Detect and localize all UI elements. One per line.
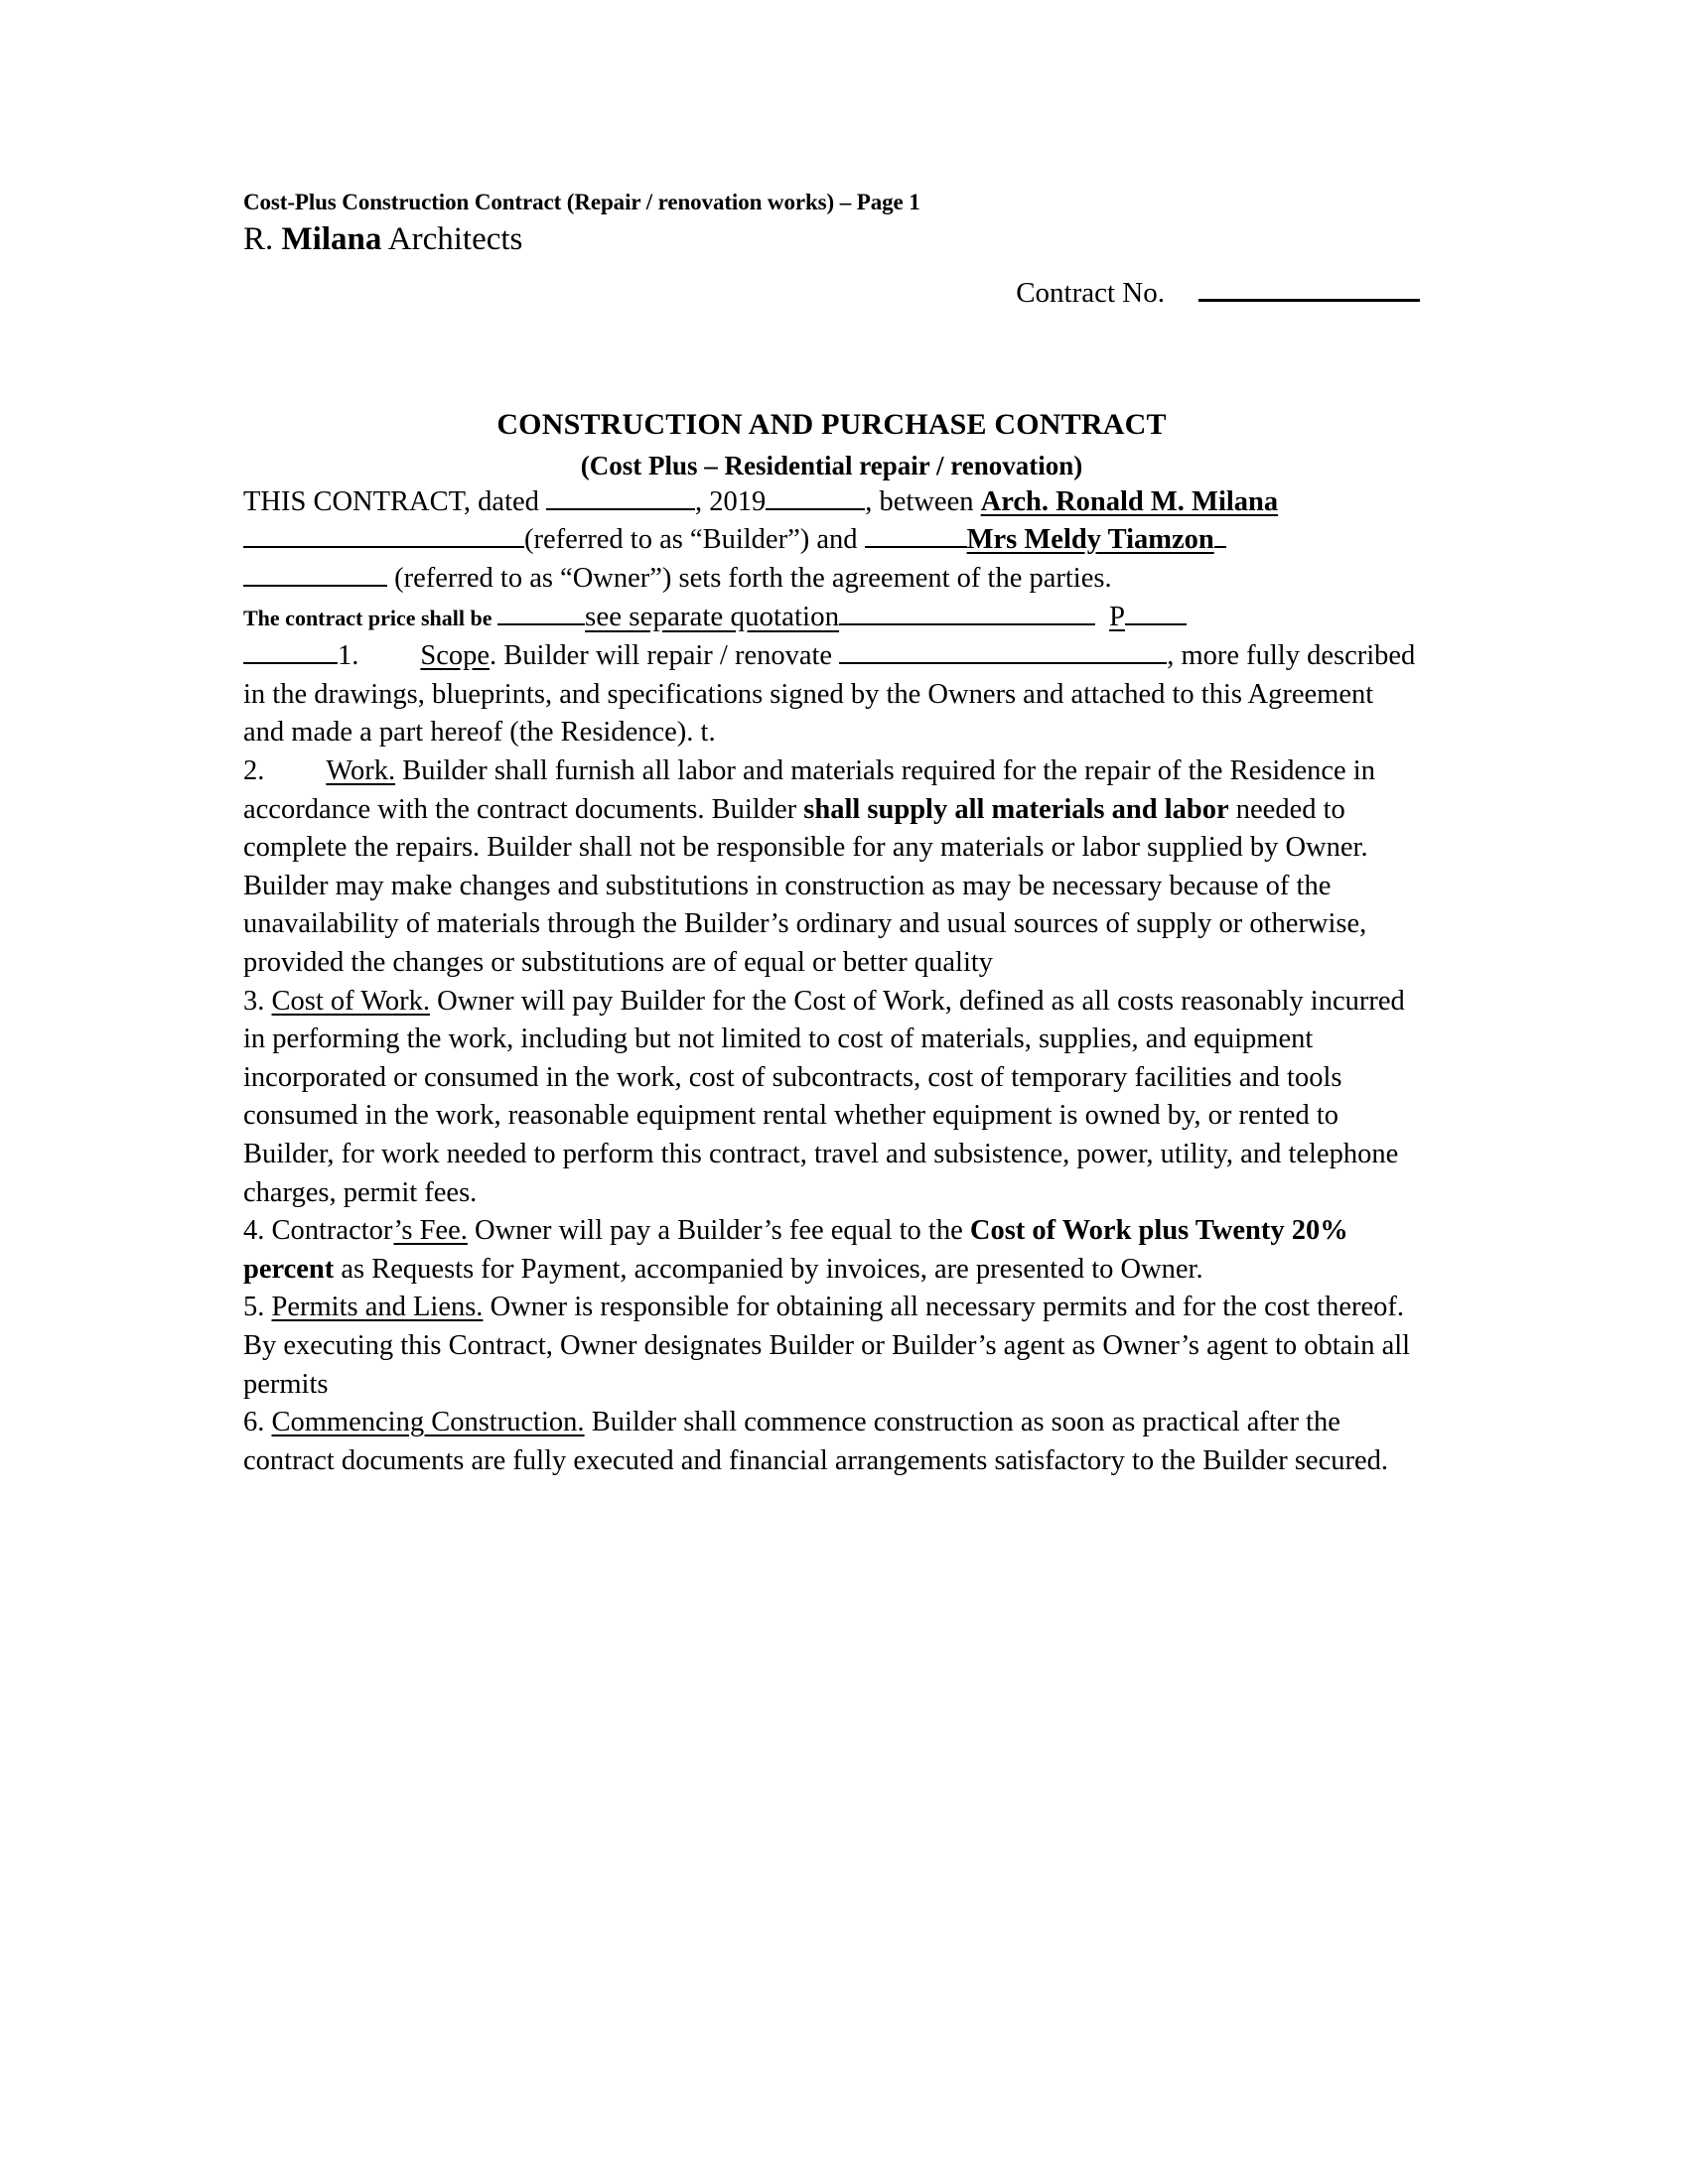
clause-6-text-a: Builder shall commence construction as soon as practical after the contract documents are fully executed and financial arrangements satisfactory to the Builder secured. <box>243 1407 1388 1476</box>
clause-4-text-a: Owner will pay a Builder’s fee equal to the <box>467 1215 970 1247</box>
firm-prefix: R. <box>243 221 282 258</box>
firm-suffix: Architects <box>381 221 523 258</box>
clause-4-heading-underlined: ’s Fee. <box>393 1215 468 1247</box>
clause-2-heading: Work. <box>326 754 396 786</box>
owner-blank-field-c[interactable] <box>243 565 387 587</box>
clause-1-blank-field[interactable] <box>839 642 1167 664</box>
contract-no-row <box>243 276 1420 311</box>
clause-6-heading: Commencing Construction. <box>271 1407 585 1438</box>
clause-3-paragraph <box>243 983 1420 1213</box>
clause-4-heading-plain: Contractor <box>271 1215 394 1247</box>
builder-blank-field[interactable] <box>243 526 524 548</box>
clause-4-text-b: as Requests for Payment, accompanied by invoices, are presented to Owner. <box>334 1253 1203 1285</box>
owner-blank-field-a[interactable] <box>865 526 967 548</box>
clause-2-number: 2. <box>243 754 265 786</box>
clause-3-text-a: Owner will pay Builder for the Cost of Work, defined as all costs reasonably incurred in performing the work, including but not limited to cost of materials, supplies, and equipment incorporated or consumed in the work, cost of subcontracts, cost of temporary facilities and tools consumed in the work, reasonable equipment rental whether equipment is owned by, or rented to Builder, for work needed to perform this contract, travel and subsistence, power, utility, and telephone charges, permit fees. <box>243 985 1405 1208</box>
page-title: CONSTRUCTION AND PURCHASE CONTRACT <box>496 408 1167 442</box>
price-blank-a[interactable] <box>497 604 585 625</box>
intro-text-5: (referred to as “Owner”) sets forth the agreement of the parties. <box>387 562 1112 594</box>
intro-text-4: (referred to as “Builder”) and <box>524 524 865 556</box>
price-amount-field[interactable] <box>1125 604 1187 625</box>
clause-5-heading: Permits and Liens. <box>271 1292 484 1323</box>
firm-name <box>243 219 1420 260</box>
clause-1-number: 1. <box>338 640 359 672</box>
contract-no-label: Contract No. <box>1016 277 1165 310</box>
owner-name: Mrs Meldy Tiamzon <box>966 524 1214 556</box>
owner-blank-field-b[interactable] <box>1214 526 1226 548</box>
contract-price-label: The contract price shall be <box>243 606 498 631</box>
intro-text-1: THIS CONTRACT, dated <box>243 485 547 517</box>
year-blank-field[interactable] <box>766 488 865 510</box>
clause-5-paragraph <box>243 1289 1420 1404</box>
clause-4-number: 4. <box>243 1215 272 1247</box>
clause-1-text-b: , more fully described in the drawings, blueprints, and specifications signed by the Owners and attached to this Agreement and made a part hereof (the Residence). t. <box>243 640 1416 749</box>
document-content <box>243 189 1420 1481</box>
title-block <box>243 406 1420 482</box>
clause-2-bold-a: shall supply all materials and labor <box>803 793 1229 825</box>
clause-1-leading-blank[interactable] <box>243 642 338 664</box>
clause-1-heading-trail: . <box>490 640 497 672</box>
clause-6-paragraph <box>243 1404 1420 1480</box>
price-blank-c[interactable] <box>847 604 1095 625</box>
date-blank-field[interactable] <box>546 488 695 510</box>
clause-5-text-a: Owner is responsible for obtaining all necessary permits and for the cost thereof. By executing this Contract, Owner designates Builder or Builder’s agent as Owner’s agent to obtain all permits <box>243 1292 1411 1400</box>
price-blank-b[interactable] <box>839 604 847 625</box>
firm-brand: Milana <box>281 221 382 258</box>
builder-name: Arch. Ronald M. Milana <box>980 485 1279 517</box>
contract-price-value[interactable]: see separate quotation <box>585 601 840 633</box>
clause-2-text-b: needed to complete the repairs. Builder shall not be responsible for any materials or labor supplied by Owner. Builder may make changes and substitutions in construction as may be necessary because of the unavailability of materials through the Builder’s ordinary and usual sources of supply or otherwise, provided the changes or substitutions are of equal or better quality <box>243 793 1368 978</box>
clause-6-number: 6. <box>243 1407 272 1438</box>
clause-3-number: 3. <box>243 985 272 1017</box>
clause-1-paragraph <box>243 637 1420 752</box>
clause-4-bold-a: Cost of Work plus Twenty 20% percent <box>243 1215 1348 1285</box>
intro-text-3: , between <box>865 485 981 517</box>
page-subtitle: (Cost Plus – Residential repair / renovation) <box>580 450 1083 480</box>
intro-paragraph <box>243 483 1420 599</box>
clause-1-heading: Scope <box>420 640 491 672</box>
clause-2-paragraph <box>243 752 1420 983</box>
intro-text-2: , 2019 <box>695 485 767 517</box>
clause-1-text-a: Builder will repair / renovate <box>496 640 840 672</box>
currency-symbol: P <box>1109 602 1125 633</box>
contract-price-paragraph <box>243 598 1420 637</box>
clause-2-text-a: Builder shall furnish all labor and materials required for the repair of the Residence in accordance with the contract documents. Builder <box>243 754 1375 825</box>
clause-5-number: 5. <box>243 1292 272 1323</box>
clause-4-paragraph <box>243 1212 1420 1289</box>
clause-3-heading: Cost of Work. <box>271 985 430 1017</box>
contract-no-field[interactable] <box>1198 277 1420 302</box>
document-header-line: Cost-Plus Construction Contract (Repair / renovation works) – Page 1 <box>243 190 920 214</box>
